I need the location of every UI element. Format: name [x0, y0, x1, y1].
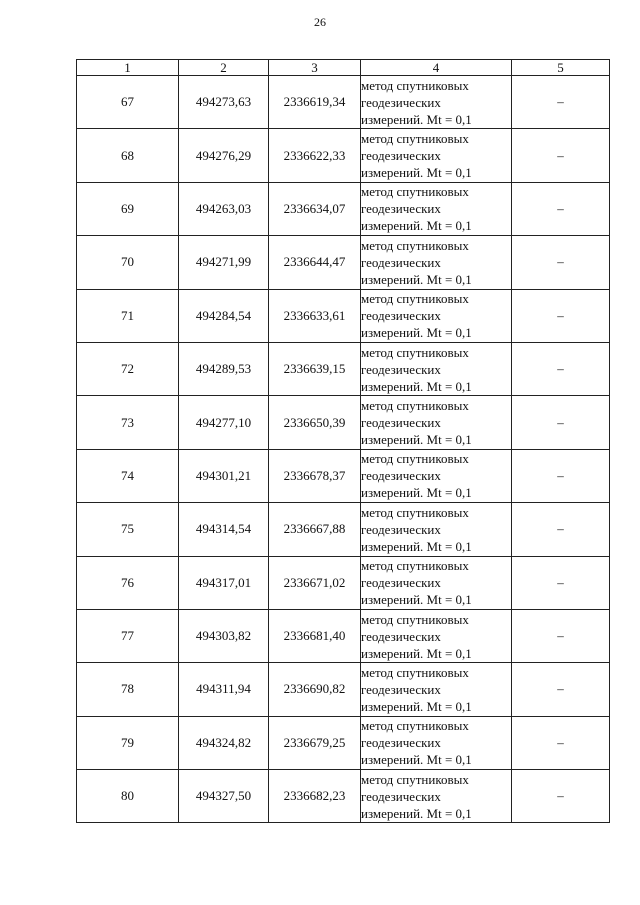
determination-method	[361, 609, 512, 662]
coordinate-y: 2336639,15	[269, 342, 361, 395]
page-number: 26	[314, 15, 326, 29]
method-line: метод спутниковых	[361, 451, 469, 467]
method-line: измерений. Mt = 0,1	[361, 325, 472, 341]
method-line: измерений. Mt = 0,1	[361, 752, 472, 768]
method-line: измерений. Mt = 0,1	[361, 485, 472, 501]
determination-method	[361, 76, 512, 129]
method-line: метод спутниковых	[361, 611, 469, 627]
table-row	[77, 182, 610, 235]
coordinate-y: 2336619,34	[269, 76, 361, 129]
table-row	[77, 76, 610, 129]
note-dash: –	[512, 770, 610, 823]
point-number: 73	[77, 396, 179, 449]
method-line: измерений. Mt = 0,1	[361, 432, 472, 448]
coordinate-x: 494317,01	[179, 556, 269, 609]
point-number: 75	[77, 503, 179, 556]
method-line: метод спутниковых	[361, 291, 469, 307]
coordinate-y: 2336678,37	[269, 449, 361, 502]
note-dash: –	[512, 556, 610, 609]
method-line: измерений. Mt = 0,1	[361, 698, 472, 714]
determination-method	[361, 556, 512, 609]
method-line: геодезических	[361, 254, 441, 270]
coordinate-y: 2336681,40	[269, 609, 361, 662]
coordinate-y: 2336644,47	[269, 236, 361, 289]
method-line: метод спутниковых	[361, 398, 469, 414]
method-line: геодезических	[361, 148, 441, 164]
method-line: измерений. Mt = 0,1	[361, 378, 472, 394]
determination-method	[361, 503, 512, 556]
table-row	[77, 770, 610, 823]
coordinate-y: 2336622,33	[269, 129, 361, 182]
coordinate-x: 494311,94	[179, 663, 269, 716]
method-line: метод спутниковых	[361, 184, 469, 200]
method-line: геодезических	[361, 415, 441, 431]
coordinate-x: 494263,03	[179, 182, 269, 235]
table-row	[77, 556, 610, 609]
coordinate-y: 2336682,23	[269, 770, 361, 823]
method-line: измерений. Mt = 0,1	[361, 111, 472, 127]
point-number: 74	[77, 449, 179, 502]
method-line: метод спутниковых	[361, 77, 469, 93]
method-line: измерений. Mt = 0,1	[361, 271, 472, 287]
coordinate-y: 2336667,88	[269, 503, 361, 556]
coordinate-x: 494271,99	[179, 236, 269, 289]
point-number: 70	[77, 236, 179, 289]
method-line: геодезических	[361, 735, 441, 751]
table-row	[77, 503, 610, 556]
coordinate-x: 494284,54	[179, 289, 269, 342]
column-header-4: 4	[361, 60, 512, 76]
column-header-5: 5	[512, 60, 610, 76]
column-header-3: 3	[269, 60, 361, 76]
coordinate-x: 494276,29	[179, 129, 269, 182]
note-dash: –	[512, 76, 610, 129]
coordinates-table	[76, 59, 610, 823]
table-row	[77, 663, 610, 716]
determination-method	[361, 396, 512, 449]
table-row	[77, 289, 610, 342]
table-row	[77, 449, 610, 502]
determination-method	[361, 236, 512, 289]
method-line: измерений. Mt = 0,1	[361, 592, 472, 608]
point-number: 80	[77, 770, 179, 823]
note-dash: –	[512, 663, 610, 716]
coordinate-y: 2336650,39	[269, 396, 361, 449]
point-number: 72	[77, 342, 179, 395]
note-dash: –	[512, 396, 610, 449]
method-line: геодезических	[361, 308, 441, 324]
note-dash: –	[512, 236, 610, 289]
method-line: геодезических	[361, 788, 441, 804]
column-header-2: 2	[179, 60, 269, 76]
method-line: измерений. Mt = 0,1	[361, 805, 472, 821]
point-number: 68	[77, 129, 179, 182]
coordinate-y: 2336634,07	[269, 182, 361, 235]
method-line: измерений. Mt = 0,1	[361, 538, 472, 554]
note-dash: –	[512, 129, 610, 182]
method-line: геодезических	[361, 361, 441, 377]
point-number: 78	[77, 663, 179, 716]
table-row	[77, 716, 610, 769]
point-number: 79	[77, 716, 179, 769]
method-line: измерений. Mt = 0,1	[361, 218, 472, 234]
table-header-row	[77, 60, 610, 76]
determination-method	[361, 182, 512, 235]
determination-method	[361, 289, 512, 342]
coordinate-x: 494289,53	[179, 342, 269, 395]
coordinate-y: 2336690,82	[269, 663, 361, 716]
table-row	[77, 396, 610, 449]
method-line: метод спутниковых	[361, 664, 469, 680]
method-line: геодезических	[361, 94, 441, 110]
coordinate-x: 494303,82	[179, 609, 269, 662]
table-row	[77, 236, 610, 289]
column-header-1: 1	[77, 60, 179, 76]
coordinate-x: 494314,54	[179, 503, 269, 556]
table-row	[77, 609, 610, 662]
point-number: 69	[77, 182, 179, 235]
coordinate-x: 494301,21	[179, 449, 269, 502]
table-row	[77, 129, 610, 182]
point-number: 67	[77, 76, 179, 129]
determination-method	[361, 716, 512, 769]
method-line: метод спутниковых	[361, 344, 469, 360]
coordinate-x: 494273,63	[179, 76, 269, 129]
method-line: метод спутниковых	[361, 771, 469, 787]
note-dash: –	[512, 289, 610, 342]
determination-method	[361, 129, 512, 182]
coordinate-y: 2336679,25	[269, 716, 361, 769]
determination-method	[361, 342, 512, 395]
note-dash: –	[512, 716, 610, 769]
coordinate-x: 494324,82	[179, 716, 269, 769]
note-dash: –	[512, 182, 610, 235]
point-number: 77	[77, 609, 179, 662]
method-line: метод спутниковых	[361, 131, 469, 147]
method-line: измерений. Mt = 0,1	[361, 645, 472, 661]
method-line: метод спутниковых	[361, 718, 469, 734]
point-number: 71	[77, 289, 179, 342]
note-dash: –	[512, 503, 610, 556]
method-line: метод спутниковых	[361, 237, 469, 253]
method-line: геодезических	[361, 628, 441, 644]
method-line: геодезических	[361, 681, 441, 697]
method-line: геодезических	[361, 521, 441, 537]
coordinate-x: 494327,50	[179, 770, 269, 823]
method-line: геодезических	[361, 201, 441, 217]
coordinate-y: 2336671,02	[269, 556, 361, 609]
point-number: 76	[77, 556, 179, 609]
method-line: геодезических	[361, 575, 441, 591]
method-line: метод спутниковых	[361, 558, 469, 574]
table-row	[77, 342, 610, 395]
method-line: измерений. Mt = 0,1	[361, 165, 472, 181]
method-line: метод спутниковых	[361, 504, 469, 520]
note-dash: –	[512, 449, 610, 502]
coordinate-y: 2336633,61	[269, 289, 361, 342]
method-line: геодезических	[361, 468, 441, 484]
note-dash: –	[512, 609, 610, 662]
determination-method	[361, 449, 512, 502]
note-dash: –	[512, 342, 610, 395]
coordinate-x: 494277,10	[179, 396, 269, 449]
determination-method	[361, 663, 512, 716]
determination-method	[361, 770, 512, 823]
